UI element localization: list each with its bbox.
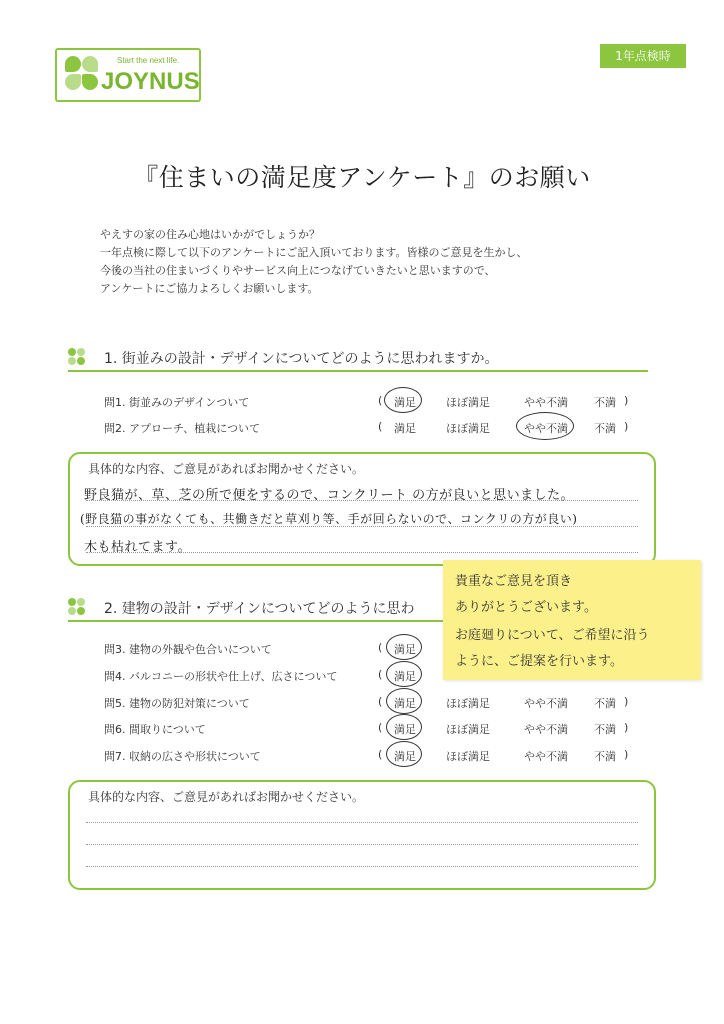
section2-title: 2. 建物の設計・デザインについてどのように思わ [104, 601, 415, 617]
option-satisfied[interactable]: 満足 [394, 723, 416, 736]
question-row [104, 692, 644, 712]
option-mostly-satisfied[interactable]: ほぼ満足 [446, 422, 490, 435]
paren-open: ( [378, 420, 383, 433]
logo-tagline: Start the next life. [117, 56, 180, 65]
option-somewhat-dissatisfied[interactable]: やや不満 [524, 723, 568, 736]
section-bullet-icon [68, 348, 92, 368]
dotted-line [86, 822, 638, 823]
answer-circle [386, 714, 422, 740]
comment-prompt: 具体的な内容、ご意見があればお聞かせください。 [88, 462, 365, 476]
question-label: 問2. アプローチ、植栽について [104, 422, 261, 435]
answer-circle [516, 412, 574, 440]
dotted-line [86, 844, 638, 845]
option-dissatisfied[interactable]: 不満 [594, 396, 616, 409]
intro-line: 一年点検に際して以下のアンケートにご記入頂いております。皆様のご意見を生かし、 [100, 246, 528, 259]
intro-line: 今後の当社の住まいづくりやサービス向上につなげていきたいと思いますので、 [100, 264, 496, 277]
question-label: 問4. バルコニーの形状や仕上げ、広さについて [104, 670, 338, 683]
clover-icon [63, 54, 99, 94]
intro-line: アンケートにご協力よろしくお願いします。 [100, 282, 319, 295]
option-somewhat-dissatisfied[interactable]: やや不満 [524, 396, 568, 409]
option-somewhat-dissatisfied[interactable]: やや不満 [524, 697, 568, 710]
question-label: 問5. 建物の防犯対策について [104, 697, 250, 710]
question-row [104, 391, 644, 411]
paren-open: ( [378, 695, 383, 708]
paren-open: ( [378, 668, 383, 681]
handwritten-comment: 野良猫が、草、芝の所で便をするので、コンクリート の方が良いと思いました。 [84, 488, 575, 503]
section-bullet-icon [68, 598, 92, 618]
option-satisfied[interactable]: 満足 [394, 670, 416, 683]
question-row [104, 745, 644, 765]
option-satisfied[interactable]: 満足 [394, 396, 416, 409]
dotted-line [86, 866, 638, 867]
sticky-text-line: お庭廻りについて、ご希望に沿う [455, 628, 650, 643]
option-somewhat-dissatisfied[interactable]: やや不満 [524, 422, 568, 435]
intro-text [100, 226, 527, 298]
question-row [104, 718, 644, 738]
paren-open: ( [378, 641, 383, 654]
answer-circle [386, 688, 422, 714]
handwritten-comment: 木も枯れてます。 [84, 540, 191, 555]
sticky-text-line: ありがとうございます。 [455, 600, 597, 615]
intro-line: やえすの家の住み心地はいかがでしょうか？ [100, 228, 320, 241]
option-satisfied[interactable]: 満足 [394, 750, 416, 763]
paren-open: ( [378, 394, 383, 407]
option-mostly-satisfied[interactable]: ほぼ満足 [446, 396, 490, 409]
company-logo [55, 48, 201, 102]
section1-title: 1. 街並みの設計・デザインについてどのように思われますか。 [104, 351, 499, 367]
option-mostly-satisfied[interactable]: ほぼ満足 [446, 750, 490, 763]
option-dissatisfied[interactable]: 不満 [594, 697, 616, 710]
option-somewhat-dissatisfied[interactable]: やや不満 [524, 750, 568, 763]
option-satisfied[interactable]: 満足 [394, 422, 416, 435]
question-label: 問3. 建物の外観や色合いについて [104, 643, 272, 656]
option-dissatisfied[interactable]: 不満 [594, 750, 616, 763]
option-mostly-satisfied[interactable]: ほぼ満足 [446, 697, 490, 710]
option-satisfied[interactable]: 満足 [394, 643, 416, 656]
answer-circle [386, 661, 422, 687]
comment-prompt: 具体的な内容、ご意見があればお聞かせください。 [88, 790, 365, 804]
answer-circle [384, 387, 422, 413]
question-label: 問6. 間取りについて [104, 723, 206, 736]
paren-close: ) [624, 394, 629, 407]
comment-box-1[interactable] [68, 452, 656, 566]
option-dissatisfied[interactable]: 不満 [594, 723, 616, 736]
answer-circle [386, 741, 422, 767]
page-title: 『住まいの満足度アンケート』のお願い [133, 163, 591, 192]
sticky-note [443, 560, 701, 680]
option-satisfied[interactable]: 満足 [394, 697, 416, 710]
question-label: 問1. 街並みのデザインついて [104, 396, 250, 409]
inspection-badge: 1年点検時 [600, 44, 686, 68]
paren-open: ( [378, 748, 383, 761]
sticky-text-line: ように、ご提案を行います。 [455, 654, 623, 669]
section1-header [68, 344, 648, 372]
paren-close: ) [624, 420, 629, 433]
paren-open: ( [378, 721, 383, 734]
paren-close: ) [624, 695, 629, 708]
handwritten-comment: (野良猫の事がなくても、共働きだと草刈り等、手が回らないので、コンクリの方が良い) [80, 512, 578, 526]
option-mostly-satisfied[interactable]: ほぼ満足 [446, 723, 490, 736]
option-dissatisfied[interactable]: 不満 [594, 422, 616, 435]
paren-close: ) [624, 721, 629, 734]
question-label: 問7. 収納の広さや形状について [104, 750, 261, 763]
logo-word: JOYNUS [101, 68, 200, 95]
paren-close: ) [624, 748, 629, 761]
answer-circle [386, 634, 422, 660]
question-row [104, 417, 644, 437]
sticky-text-line: 貴重なご意見を頂き [455, 574, 573, 589]
comment-box-2[interactable] [68, 780, 656, 890]
